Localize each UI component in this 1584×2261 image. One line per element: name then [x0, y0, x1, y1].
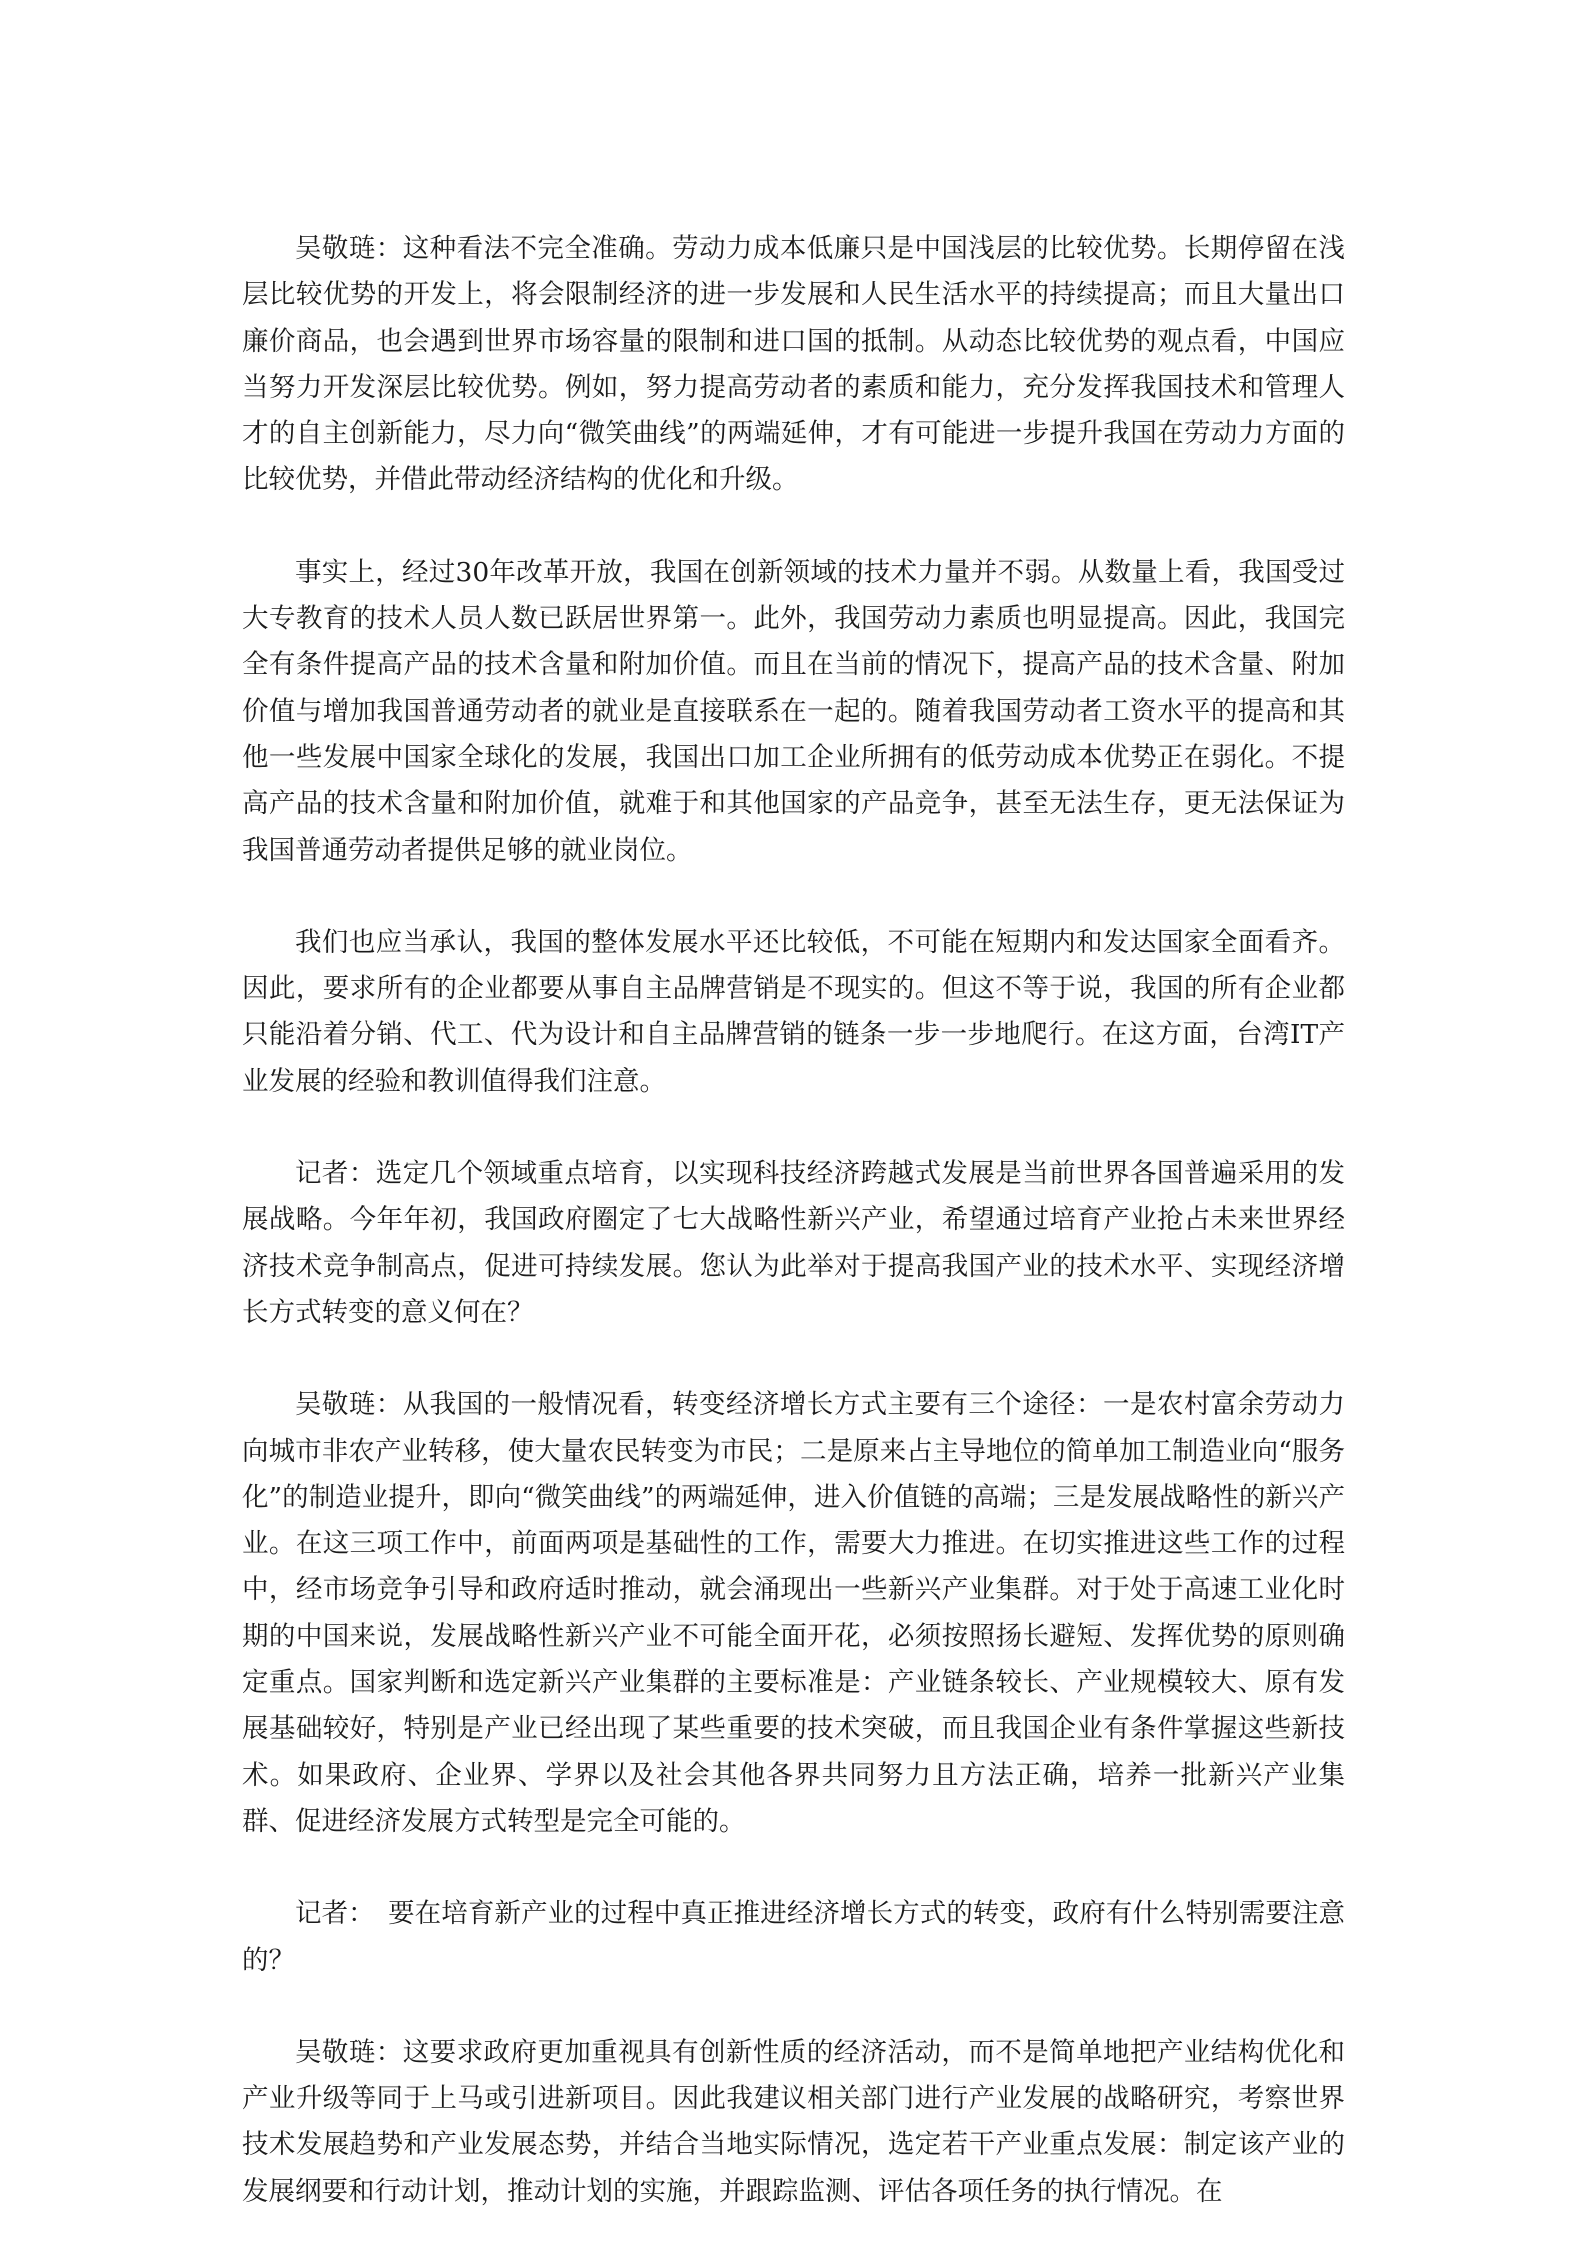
paragraph-innovation-capacity: 事实上，经过30年改革开放，我国在创新领域的技术力量并不弱。从数量上看，我国受过大专教育的技术人员人数已跃居世界第一。此外，我国劳动力素质也明显提高。因此，我国完全有条件提高产品的技术含量和附加价值。而且在当前的情况下，提高产品的技术含量、附加价值与增加我国普通劳动者的就业是直接联系在一起的。随着我国劳动者工资水平的提高和其他一些发展中国家全球化的发展，我国出口加工企业所拥有的低劳动成本优势正在弱化。不提高产品的技术含量和附加价值，就难于和其他国家的产品竞争，甚至无法生存，更无法保证为我国普通劳动者提供足够的就业岗位。 — [242, 556, 1345, 866]
paragraph-reporter-question-strategy: 记者：选定几个领域重点培育，以实现科技经济跨越式发展是当前世界各国普遍采用的发展战略。今年年初，我国政府圈定了七大战略性新兴产业，希望通过培育产业抢占未来世界经济技术竞争制高点，促进可持续发展。您认为此举对于提高我国产业的技术水平、实现经济增长方式转变的意义何在？ — [242, 1158, 1345, 1328]
paragraph-wu-government-role: 吴敬琏：这要求政府更加重视具有创新性质的经济活动，而不是简单地把产业结构优化和产业升级等同于上马或引进新项目。因此我建议相关部门进行产业发展的战略研究，考察世界技术发展趋势和产业发展态势，并结合当地实际情况，选定若干产业重点发展：制定该产业的发展纲要和行动计划，推动计划的实施，并跟踪监测、评估各项任务的执行情况。在 — [242, 2036, 1345, 2207]
paragraph-wu-comparative-advantage: 吴敬琏：这种看法不完全准确。劳动力成本低廉只是中国浅层的比较优势。长期停留在浅层比较优势的开发上，将会限制经济的进一步发展和人民生活水平的持续提高；而且大量出口廉价商品，也会遇到世界市场容量的限制和进口国的抵制。从动态比较优势的观点看，中国应当努力开发深层比较优势。例如，努力提高劳动者的素质和能力，充分发挥我国技术和管理人才的自主创新能力，尽力向“微笑曲线”的两端延伸，才有可能进一步提升我国在劳动力方面的比较优势，并借此带动经济结构的优化和升级。 — [242, 233, 1345, 496]
article-body — [242, 226, 1345, 2261]
paragraph-reporter-question-government: 记者： 要在培育新产业的过程中真正推进经济增长方式的转变，政府有什么特别需要注意的？ — [242, 1898, 1345, 1976]
paragraph-development-level: 我们也应当承认，我国的整体发展水平还比较低，不可能在短期内和发达国家全面看齐。因此，要求所有的企业都要从事自主品牌营销是不现实的。但这不等于说，我国的所有企业都只能沿着分销、代工、代为设计和自主品牌营销的链条一步一步地爬行。在这方面，台湾IT产业发展的经验和教训值得我们注意。 — [242, 926, 1345, 1097]
paragraph-wu-growth-paths: 吴敬琏：从我国的一般情况看，转变经济增长方式主要有三个途径：一是农村富余劳动力向城市非农产业转移，使大量农民转变为市民；二是原来占主导地位的简单加工制造业向“服务化”的制造业提升，即向“微笑曲线”的两端延伸，进入价值链的高端；三是发展战略性的新兴产业。在这三项工作中，前面两项是基础性的工作，需要大力推进。在切实推进这些工作的过程中，经市场竞争引导和政府适时推动，就会涌现出一些新兴产业集群。对于处于高速工业化时期的中国来说，发展战略性新兴产业不可能全面开花，必须按照扬长避短、发挥优势的原则确定重点。国家判断和选定新兴产业集群的主要标准是：产业链条较长、产业规模较大、原有发展基础较好，特别是产业已经出现了某些重要的技术突破，而且我国企业有条件掌握这些新技术。如果政府、企业界、学界以及社会其他各界共同努力且方法正确，培养一批新兴产业集群、促进经济发展方式转型是完全可能的。 — [242, 1389, 1345, 1837]
